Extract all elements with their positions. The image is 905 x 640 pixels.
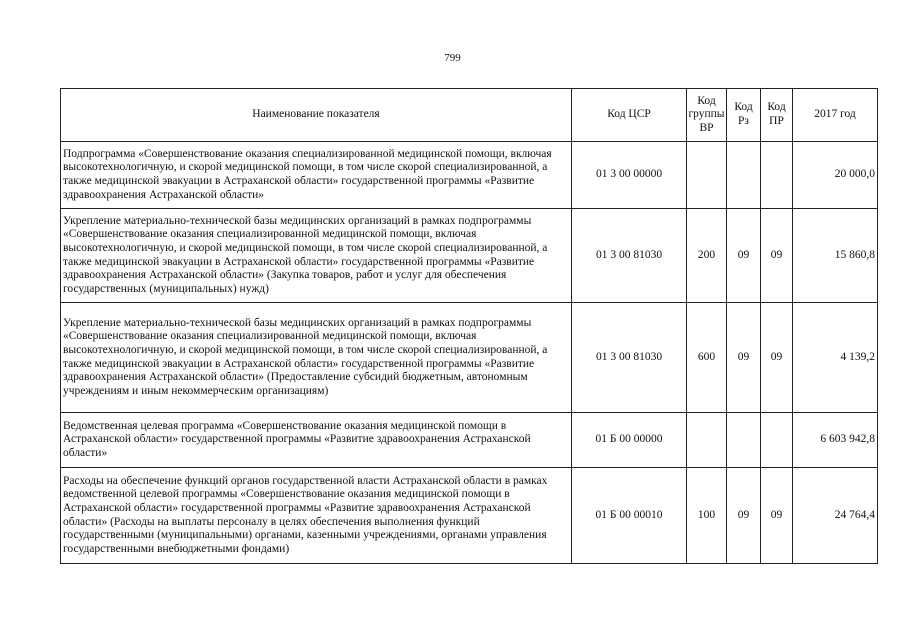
row-csr-code: 01 3 00 00000 [572,142,687,209]
row-name: Подпрограмма «Совершенствование оказания специализированной медицинской помощи, включая высокотехнологичную, и скорой медицинской помощи, в том числе скорой специализированной, а также медицинской эвакуации в Астраханской области» государственной программы «Развитие здравоохранения Астраханской области» [61,142,572,209]
row-name: Расходы на обеспечение функций органов государственной власти Астраханской области в рамках ведомственной целевой программы «Совершенствование оказания медицинской помощи в Астраханской области» государственной программы «Развитие здравоохранения Астраханской области» (Расходы на выплаты персоналу в целях обеспечения выполнения функций государственными (муниципальными) органами, казенными учреждениями, органами управления государственными внебюджетными фондами) [61,468,572,564]
header-year-2017: 2017 год [793,89,878,142]
row-vr-code: 100 [687,468,727,564]
row-pr-code [761,413,793,468]
header-rz-code: Код Рз [727,89,761,142]
budget-table [60,88,878,564]
row-csr-code: 01 Б 00 00010 [572,468,687,564]
header-csr-code: Код ЦСР [572,89,687,142]
row-vr-code: 200 [687,209,727,303]
row-rz-code [727,142,761,209]
table-row [61,413,878,468]
table-header-row [61,89,878,142]
table-row [61,142,878,209]
row-vr-code: 600 [687,303,727,413]
row-amount: 6 603 942,8 [793,413,878,468]
row-csr-code: 01 3 00 81030 [572,303,687,413]
row-amount: 20 000,0 [793,142,878,209]
row-vr-code [687,413,727,468]
row-amount: 24 764,4 [793,468,878,564]
row-csr-code: 01 Б 00 00000 [572,413,687,468]
row-name: Укрепление материально-технической базы медицинских организаций в рамках подпрограммы «Совершенствование оказания специализированной медицинской помощи, включая высокотехнологичную, и скорой медицинской помощи, в том числе скорой специализированной, а также медицинской эвакуации в Астраханской области» государственной программы «Развитие здравоохранения Астраханской области» (Закупка товаров, работ и услуг для обеспечения государственных (муниципальных) нужд) [61,209,572,303]
table-row [61,303,878,413]
row-pr-code: 09 [761,468,793,564]
row-rz-code [727,413,761,468]
table-row [61,209,878,303]
row-name: Укрепление материально-технической базы медицинских организаций в рамках подпрограммы «Совершенствование оказания специализированной медицинской помощи, включая высокотехнологичную, и скорой медицинской помощи, в том числе скорой специализированной, а также медицинской эвакуации в Астраханской области» государственной программы «Развитие здравоохранения Астраханской области» (Предоставление субсидий бюджетным, автономным учреждениям и иным некоммерческим организациям) [61,303,572,413]
table-row [61,468,878,564]
header-name: Наименование показателя [61,89,572,142]
header-pr-code: Код ПР [761,89,793,142]
row-amount: 15 860,8 [793,209,878,303]
row-rz-code: 09 [727,468,761,564]
page-number: 799 [444,52,461,64]
row-pr-code: 09 [761,303,793,413]
row-name: Ведомственная целевая программа «Совершенствование оказания медицинской помощи в Астраханской области» государственной программы «Развитие здравоохранения Астраханской области» [61,413,572,468]
row-pr-code: 09 [761,209,793,303]
row-rz-code: 09 [727,303,761,413]
row-pr-code [761,142,793,209]
row-rz-code: 09 [727,209,761,303]
row-vr-code [687,142,727,209]
header-vr-code: Код группы ВР [687,89,727,142]
row-amount: 4 139,2 [793,303,878,413]
row-csr-code: 01 3 00 81030 [572,209,687,303]
